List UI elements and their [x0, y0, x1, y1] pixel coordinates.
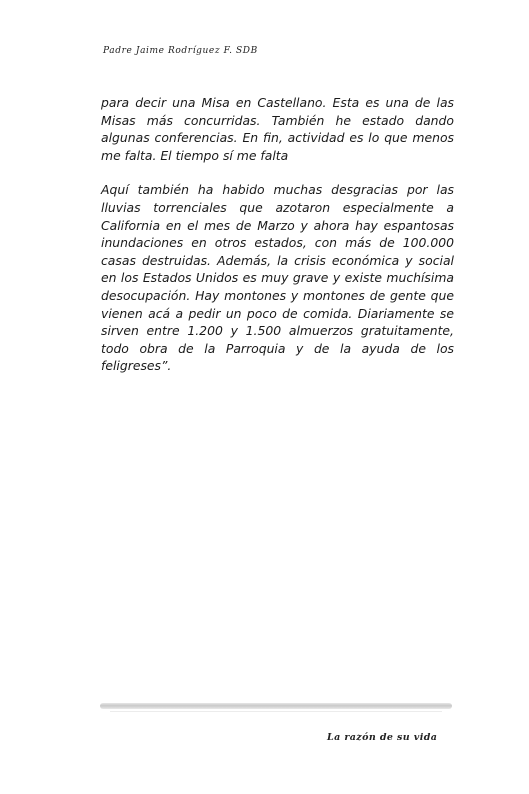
- paragraph: Aquí también ha habido muchas desgracias por las lluvias torrenciales que azotaron especialmente a California en el mes de Marzo y ahora hay espantosas inundaciones en otros estados, con más de 100.000 casas destruidas. Además, la crisis económica y social en los Estados Unidos es muy grave y existe muchísima desocupación. Hay montones y montones de gente que vienen acá a pedir un poco de comida. Diariamente se sirven entre 1.200 y 1.500 almuerzos gratuitamente, todo obra de la Parroquia y de la ayuda de los feligreses”.: [101, 182, 454, 374]
- running-footer-book-title: La razón de su vida: [327, 732, 438, 743]
- body-text: [101, 94, 454, 392]
- footer-divider-shadow: [110, 711, 442, 712]
- footer-divider: [100, 703, 452, 709]
- running-header-author: Padre Jaime Rodríguez F. SDB: [103, 46, 258, 56]
- paragraph: para decir una Misa en Castellano. Esta es una de las Misas más concurridas. También he estado dando algunas conferencias. En fin, actividad es lo que menos me falta. El tiempo sí me falta: [101, 95, 454, 163]
